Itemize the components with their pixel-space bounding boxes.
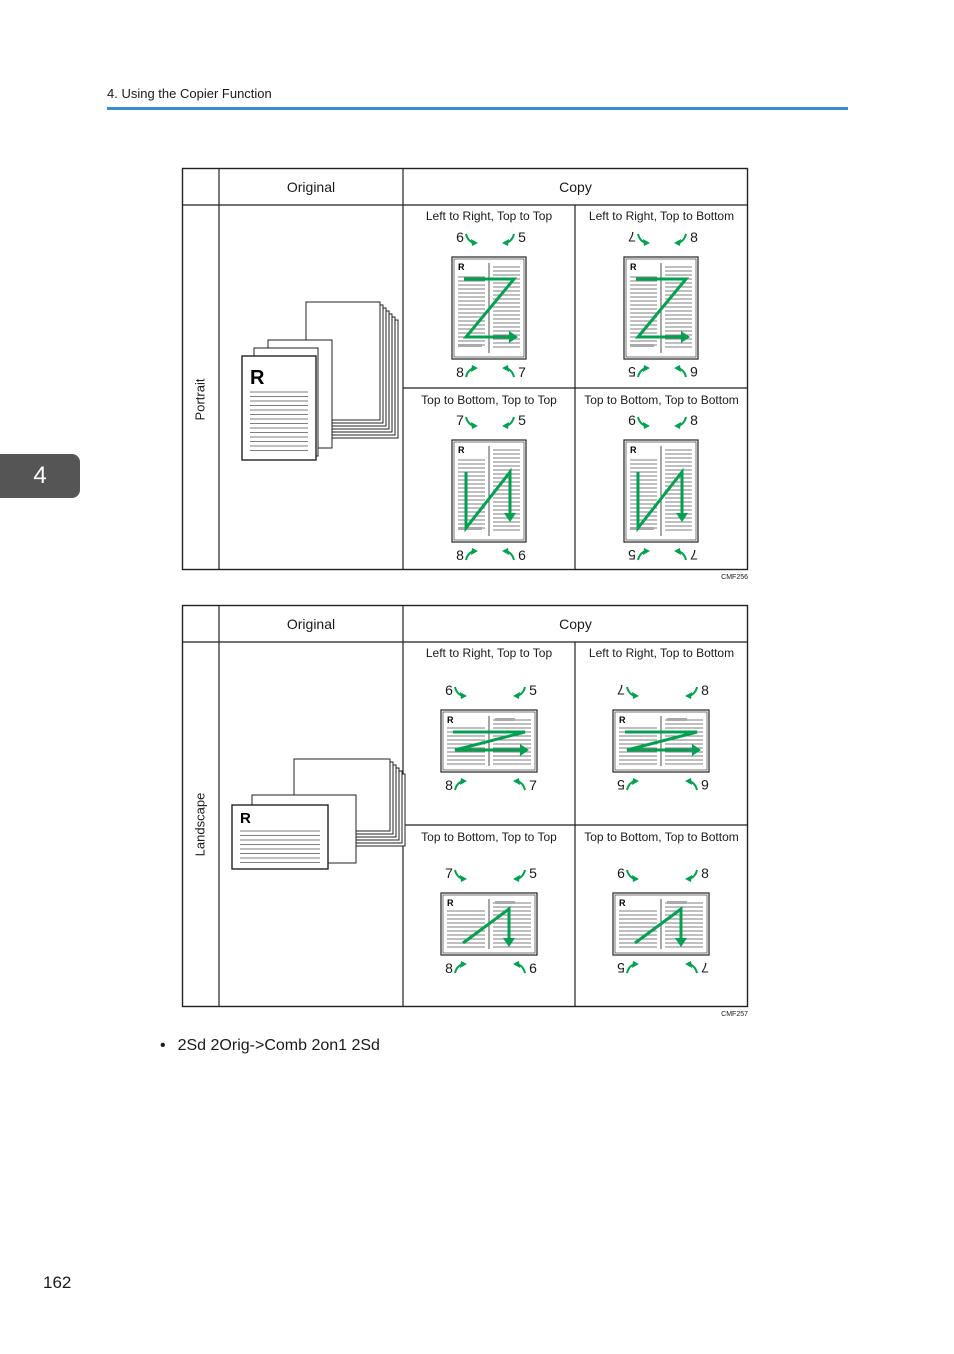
col-copy-label: Copy (559, 179, 592, 195)
r-mark: R (447, 715, 454, 725)
gray-bar (667, 718, 687, 721)
header-rule (107, 107, 848, 110)
gray-bar (495, 718, 515, 721)
arrow-head (460, 778, 467, 785)
page-number-bottom-left: 8 (456, 364, 464, 380)
copy-cell (452, 229, 526, 380)
copy-cell (452, 412, 526, 563)
arrow-head (632, 692, 639, 699)
r-mark: R (630, 445, 637, 455)
arrow-head (471, 548, 478, 555)
page-number-top-left: 6 (628, 412, 636, 428)
copy-cell (441, 865, 537, 976)
original-stack (232, 759, 405, 869)
bullet-dot: • (160, 1037, 166, 1054)
page-number-bottom-left: 5 (617, 960, 625, 976)
page-number-top-left: 6 (445, 682, 453, 698)
copy-sheet (441, 710, 537, 772)
arrow-head (632, 961, 639, 968)
arrow-head (460, 875, 467, 882)
page-number-bottom-right: 6 (518, 547, 526, 563)
arrow-head (471, 422, 478, 429)
copy-cell (613, 682, 709, 793)
arrow-head (674, 422, 681, 429)
page-number-bottom-left: 5 (628, 547, 636, 563)
page-number-bottom-right: 7 (518, 364, 526, 380)
arrow-head (674, 548, 681, 555)
page-number-bottom-left: 8 (445, 777, 453, 793)
arrow-head (502, 422, 509, 429)
r-mark: R (458, 262, 465, 272)
arrow-head (685, 692, 692, 699)
r-mark: R (619, 715, 626, 725)
col-original-label: Original (286, 179, 336, 195)
copy-sheet (624, 440, 698, 542)
page-number-top-right: 8 (690, 412, 698, 428)
r-mark: R (250, 367, 265, 389)
cell-title: Left to Right, Top to Bottom (588, 209, 735, 223)
arrow-head (685, 961, 692, 968)
cell-title: Top to Bottom, Top to Bottom (584, 393, 739, 407)
arrow-head (471, 239, 478, 246)
copy-cell (624, 412, 698, 563)
arrow-head (685, 875, 692, 882)
gray-bar (458, 344, 482, 347)
arrow-head (513, 692, 520, 699)
gray-bar (495, 901, 515, 904)
cell-title: Top to Bottom, Top to Top (421, 830, 557, 844)
gray-bar (458, 527, 482, 530)
arrow-head (632, 875, 639, 882)
page-number-bottom-left: 8 (456, 547, 464, 563)
copy-sheet (452, 257, 526, 359)
r-mark: R (619, 898, 626, 908)
arrow-head (674, 365, 681, 372)
copy-sheet (613, 710, 709, 772)
chapter-tab: 4 (0, 454, 80, 498)
gray-bar (630, 344, 654, 347)
page-number-bottom-left: 5 (628, 364, 636, 380)
arrow-head (643, 548, 650, 555)
cell-title: Left to Right, Top to Top (425, 646, 553, 660)
cell-title: Top to Bottom, Top to Top (421, 393, 557, 407)
cell-title: Left to Right, Top to Top (425, 209, 553, 223)
col-original-label: Original (286, 616, 336, 632)
arrow-head (513, 778, 520, 785)
page-number-top-right: 5 (529, 865, 537, 881)
page-number-bottom-right: 6 (529, 960, 537, 976)
page-number-bottom-right: 6 (690, 364, 698, 380)
page-number-top-left: 6 (617, 865, 625, 881)
page-number-top-right: 8 (701, 865, 709, 881)
figure-portrait (182, 168, 748, 581)
page-number-top-left: 7 (456, 412, 464, 428)
page-number-bottom-right: 6 (701, 777, 709, 793)
gray-bar (667, 901, 687, 904)
arrow-head (643, 422, 650, 429)
r-mark: R (240, 810, 251, 827)
r-mark: R (630, 262, 637, 272)
arrow-head (513, 961, 520, 968)
figure-portrait-graphics (182, 168, 748, 570)
page-number: 162 (43, 1273, 72, 1292)
cell-title: Top to Bottom, Top to Bottom (584, 830, 739, 844)
arrow-head (685, 778, 692, 785)
arrow-head (513, 875, 520, 882)
page-number-top-right: 5 (518, 229, 526, 245)
arrow-head (502, 548, 509, 555)
gray-bar (630, 527, 654, 530)
page-number-top-right: 8 (690, 229, 698, 245)
arrow-head (460, 692, 467, 699)
page-number-bottom-right: 7 (701, 960, 709, 976)
page-number-top-right: 8 (701, 682, 709, 698)
arrow-head (632, 778, 639, 785)
arrow-head (471, 365, 478, 372)
page-number-top-right: 5 (529, 682, 537, 698)
copy-sheet (441, 893, 537, 955)
copy-sheet (624, 257, 698, 359)
side-label: Portrait (192, 378, 208, 421)
copy-cell (613, 865, 709, 976)
page-number-top-left: 7 (445, 865, 453, 881)
col-copy-label: Copy (559, 616, 592, 632)
bullet-item (160, 1037, 380, 1055)
arrow-head (502, 239, 509, 246)
cell-title: Left to Right, Top to Bottom (588, 646, 735, 660)
figure-landscape (182, 605, 748, 1018)
page-number-top-right: 5 (518, 412, 526, 428)
figure-landscape-graphics (182, 605, 748, 1007)
side-label: Landscape (192, 792, 208, 857)
copy-sheet (452, 440, 526, 542)
figure-code: CMF257 (721, 1011, 748, 1018)
r-mark: R (458, 445, 465, 455)
figure-code: CMF256 (721, 574, 748, 581)
page-number-bottom-left: 8 (445, 960, 453, 976)
arrow-head (502, 365, 509, 372)
arrow-head (674, 239, 681, 246)
arrow-head (643, 239, 650, 246)
page-number-bottom-left: 5 (617, 777, 625, 793)
copy-cell (441, 682, 537, 793)
page-number-top-left: 7 (617, 682, 625, 698)
original-stack (242, 302, 398, 460)
page-number-top-left: 6 (456, 229, 464, 245)
running-header: 4. Using the Copier Function (107, 86, 272, 101)
page-number-bottom-right: 7 (529, 777, 537, 793)
arrow-head (460, 961, 467, 968)
copy-sheet (613, 893, 709, 955)
arrow-head (643, 365, 650, 372)
r-mark: R (447, 898, 454, 908)
page-number-top-left: 7 (628, 229, 636, 245)
bullet-text: 2Sd 2Orig->Comb 2on1 2Sd (177, 1037, 380, 1054)
page-number-bottom-right: 7 (690, 547, 698, 563)
copy-cell (624, 229, 698, 380)
